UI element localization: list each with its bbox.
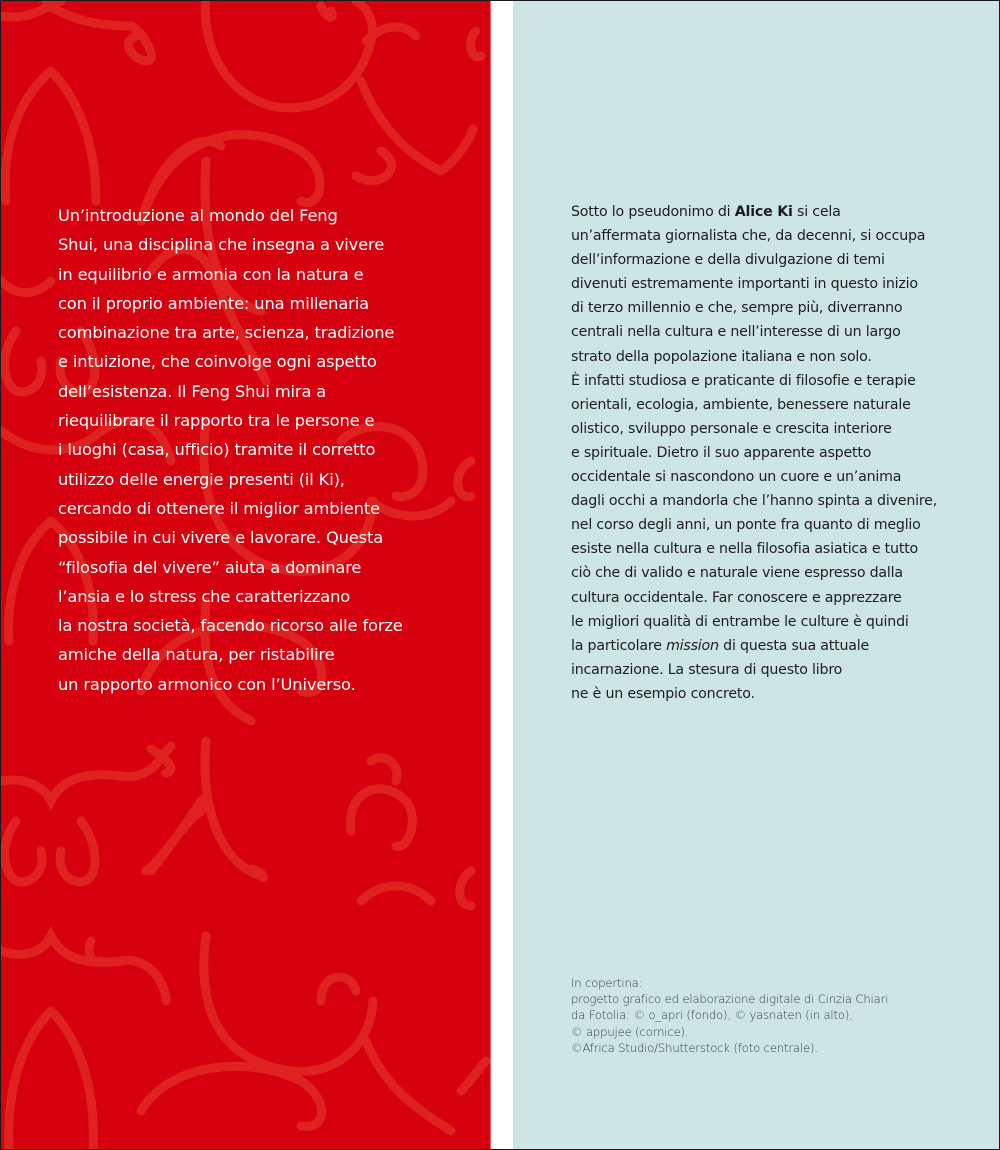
bio-line: dell’informazione e della divulgazione di temi [571,252,885,269]
bio-line: ciò che di valido e naturale viene espresso dalla [571,565,903,582]
bio-text: di questa sua attuale [718,637,870,654]
blurb-line: l’ansia e lo stress che caratterizzano [58,586,351,606]
blurb-line: riequilibrare il rapporto tra le persone e [58,411,375,431]
blurb-line: amiche della natura, per ristabilire [58,645,335,665]
blurb-line: dell’esistenza. Il Feng Shui mira a [58,381,327,401]
author-name: Alice Ki [734,204,793,220]
bio-line: strato della popolazione italiana e non solo. [571,348,872,365]
bio-line: È infatti studiosa e praticante di filosofie e terapie [571,372,916,389]
credits-line: da Fotolia: © o_apri (fondo), © yasnaten (in alto), [571,1008,853,1023]
bio-line: nel corso degli anni, un ponte fra quanto di meglio [571,517,921,534]
bio-line: ne è un esempio concreto. [571,685,755,702]
left-red-panel [1,1,491,1150]
blurb-line: un rapporto armonico con l’Universo. [58,674,356,694]
bio-line: e spirituale. Dietro il suo apparente aspetto [571,444,872,461]
credits-line: © appujee (cornice). [571,1024,689,1039]
bio-line: occidentale si nascondono un cuore e un’anima [571,469,902,486]
credits-line: progetto grafico ed elaborazione digitale di Cinzia Chiari [571,992,889,1007]
blurb-line: in equilibrio e armonia con la natura e [58,264,364,284]
right-teal-panel [513,1,1000,1150]
credits-line: ©Africa Studio/Shutterstock (foto centrale). [571,1040,818,1055]
blurb-line: Shui, una disciplina che insegna a vivere [58,235,385,255]
bio-line [571,634,991,658]
bio-line: un’affermata giornalista che, da decenni, si occupa [571,228,926,245]
blurb-line: i luoghi (casa, ufficio) tramite il corretto [58,440,376,460]
blurb-line: utilizzo delle energie presenti (il Ki), [58,469,345,489]
author-bio [571,200,991,706]
blurb-line: la nostra società, facendo ricorso alle forze [58,616,403,636]
bio-line: orientali, ecologia, ambiente, benessere naturale [571,396,911,413]
blurb-line: combinazione tra arte, scienza, tradizione [58,323,395,343]
bio-line: di terzo millennio e che, sempre più, diverranno [571,300,903,317]
bio-line: cultura occidentale. Far conoscere e apprezzare [571,589,902,606]
credits-line: In copertina: [571,976,643,990]
bio-text: si cela [792,204,841,220]
mission-word: mission [666,637,719,654]
bio-text: Sotto lo pseudonimo di [571,204,735,220]
bio-line: divenuti estremamente importanti in questo inizio [571,276,918,293]
blurb-line: cercando di ottenere il miglior ambiente [58,498,380,518]
bio-line [571,200,991,224]
blurb-line: possibile in cui vivere e lavorare. Questa [58,528,384,548]
bio-line: incarnazione. La stesura di questo libro [571,661,843,678]
blurb-line: “filosofia del vivere” aiuta a dominare [58,557,362,577]
blurb-line: e intuizione, che coinvolge ogni aspetto [58,352,377,372]
bio-line: olistico, sviluppo personale e crescita interiore [571,420,892,437]
blurb-line: con il proprio ambiente: una millenaria [58,293,369,313]
cover-credits [571,975,991,1056]
bio-line: dagli occhi a mandorla che l’hanno spinta a divenire, [571,493,938,510]
bio-line: le migliori qualità di entrambe le culture è quindi [571,613,909,630]
blurb-line: Un’introduzione al mondo del Feng [58,206,338,225]
intro-blurb [58,201,458,699]
bio-line: esiste nella cultura e nella filosofia asiatica e tutto [571,541,919,558]
center-gutter [491,1,513,1150]
bio-text: la particolare [571,637,667,654]
bio-line: centrali nella cultura e nell’interesse di un largo [571,324,901,341]
